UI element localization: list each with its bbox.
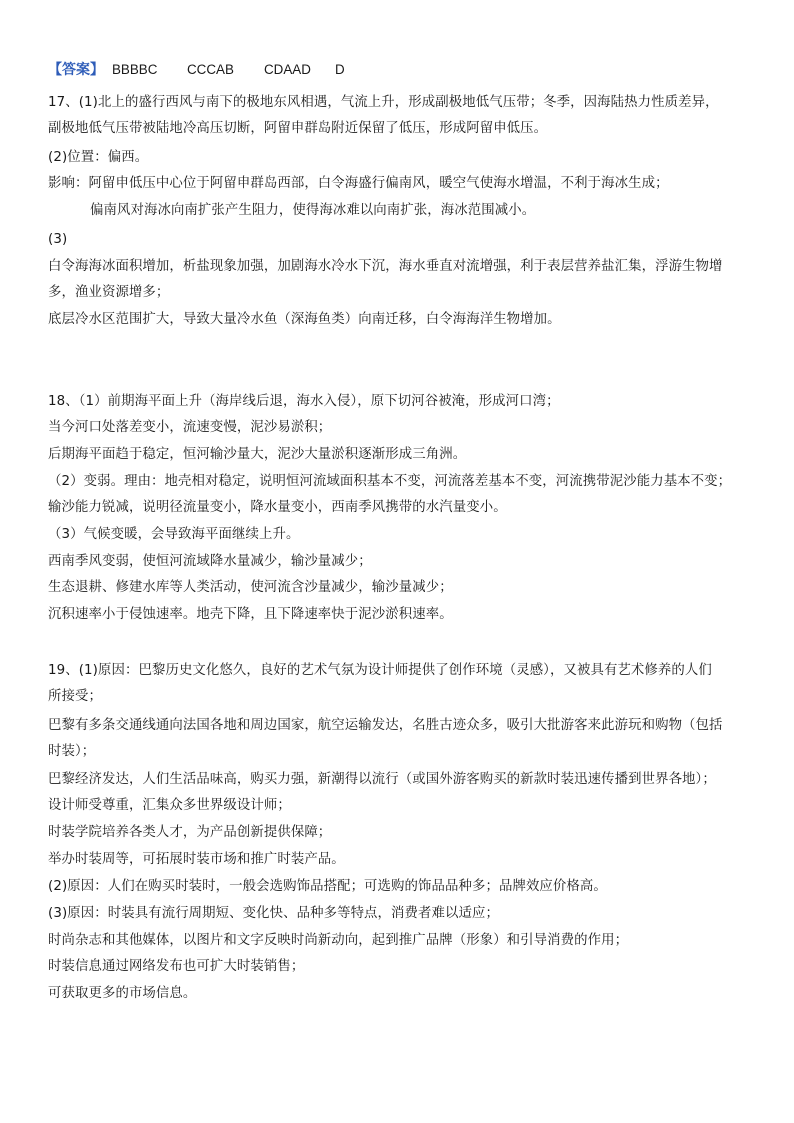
q18-line: 18、（1）前期海平面上升（海岸线后退，海水入侵），原下切河谷被淹，形成河口湾；: [48, 394, 560, 409]
q18-line: 当今河口处落差变小，流速变慢，泥沙易淤积；: [48, 420, 332, 435]
answer-tag: 【答案】: [48, 62, 104, 78]
answer-group-2: CCCAB: [187, 62, 234, 77]
q17-line: 偏南风对海冰向南扩张产生阻力，使得海冰难以向南扩张，海冰范围减小。: [90, 203, 536, 218]
q18-line: 生态退耕、修建水库等人类活动，使河流含沙量减少，输沙量减少；: [48, 580, 453, 595]
q17-line: (2)位置：偏西。: [48, 150, 149, 165]
q18-line: 后期海平面趋于稳定，恒河输沙量大，泥沙大量淤积逐渐形成三角洲。: [48, 447, 467, 462]
q19-line: 举办时装周等，可拓展时装市场和推广时装产品。: [48, 852, 345, 867]
q19-line: 时装信息通过网络发布也可扩大时装销售；: [48, 959, 305, 974]
q19-line: 所接受；: [48, 689, 102, 704]
q18-line: 西南季风变弱，使恒河流域降水量减少，输沙量减少；: [48, 554, 372, 569]
q19-line: 可获取更多的市场信息。: [48, 986, 197, 1001]
q19-line: (3)原因：时装具有流行周期短、变化快、品种多等特点，消费者难以适应；: [48, 906, 499, 921]
q19-line: 19、(1)原因：巴黎历史文化悠久，良好的艺术气氛为设计师提供了创作环境（灵感），又被具有艺术修养的人们: [48, 663, 712, 678]
q19-line: 巴黎经济发达，人们生活品味高，购买力强，新潮得以流行（或国外游客购买的新款时装迅速传播到世界各地）；: [48, 772, 716, 787]
q18-line: （3）气候变暖，会导致海平面继续上升。: [48, 527, 300, 542]
answer-group-1: BBBBC: [112, 62, 158, 77]
q17-line: 白令海海冰面积增加，析盐现象加强，加剧海水冷水下沉，海水垂直对流增强，利于表层营养盐汇集，浮游生物增: [48, 259, 723, 274]
answer-group-4: D: [335, 62, 345, 77]
q19-line: (2)原因：人们在购买时装时，一般会选购饰品搭配；可选购的饰品品种多；品牌效应价格高。: [48, 879, 607, 894]
q18-line: 输沙能力锐减，说明径流量变小，降水量变小，西南季风携带的水汽量变小。: [48, 500, 507, 515]
q19-line: 设计师受尊重，汇集众多世界级设计师；: [48, 798, 291, 813]
q17-line: 影响：阿留申低压中心位于阿留申群岛西部，白令海盛行偏南风，暖空气使海水增温，不利于海冰生成；: [48, 176, 669, 191]
q17-line: 副极地低气压带被陆地冷高压切断，阿留申群岛附近保留了低压，形成阿留申低压。: [48, 121, 548, 136]
q19-line: 时装）；: [48, 744, 96, 759]
q18-line: 沉积速率小于侵蚀速率。地壳下降，且下降速率快于泥沙淤积速率。: [48, 607, 453, 622]
answer-key-row: [48, 60, 448, 80]
answer-group-3: CDAAD: [264, 62, 311, 77]
q19-line: 时装学院培养各类人才，为产品创新提供保障；: [48, 825, 332, 840]
q19-line: 时尚杂志和其他媒体，以图片和文字反映时尚新动向，起到推广品牌（形象）和引导消费的作用；: [48, 933, 629, 948]
q18-line: （2）变弱。理由：地壳相对稳定，说明恒河流域面积基本不变，河流落差基本不变，河流携带泥沙能力基本不变；: [48, 474, 732, 489]
q17-line: 底层冷水区范围扩大，导致大量冷水鱼（深海鱼类）向南迁移，白令海海洋生物增加。: [48, 312, 561, 327]
q17-line: 17、(1)北上的盛行西风与南下的极地东风相遇，气流上升，形成副极地低气压带；冬季，因海陆热力性质差异，: [48, 95, 719, 110]
q17-line: (3): [48, 232, 68, 247]
q19-line: 巴黎有多条交通线通向法国各地和周边国家，航空运输发达，名胜古迹众多，吸引大批游客来此游玩和购物（包括: [48, 718, 723, 733]
q17-line: 多，渔业资源增多；: [48, 285, 170, 300]
